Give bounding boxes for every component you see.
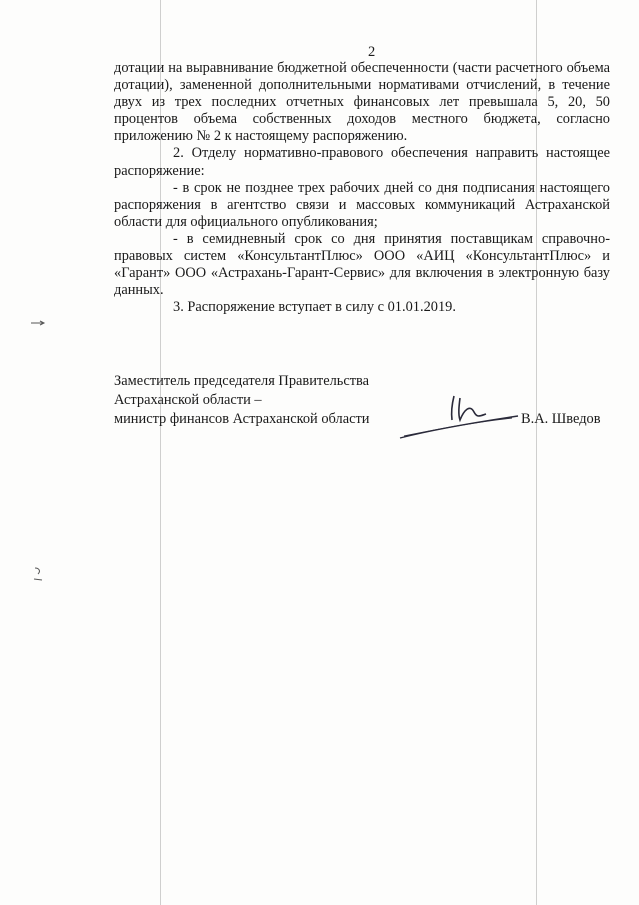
paragraph-3: 3. Распоряжение вступает в силу с 01.01.2019. <box>173 299 456 316</box>
paragraph-2-item-a: - в срок не позднее трех рабочих дней со дня подписания настоящего распоряжения в агентство связи и массовых коммуникаций Астраханской области для официального опубликования; <box>114 179 610 230</box>
position-line: Заместитель председателя Правительства <box>114 373 369 389</box>
paragraph-2: 2. Отделу нормативно-правового обеспечения направить настоящее распоряжение: <box>114 145 610 179</box>
paragraph-2-item-b: - в семидневный срок со дня принятия поставщикам справочно-правовых систем «КонсультантПлюс» ООО «АИЦ «КонсультантПлюс» и «Гарант» ООО «Астрахань-Гарант-Сервис» для включения в электронную базу данных. <box>114 230 610 299</box>
margin-mark <box>30 318 46 328</box>
position-line: Астраханской области – <box>114 392 262 408</box>
handwritten-signature <box>394 392 524 442</box>
margin-mark <box>32 566 44 584</box>
position-line: министр финансов Астраханской области <box>114 411 370 427</box>
page-number: 2 <box>368 44 376 60</box>
document-body <box>114 60 610 316</box>
signatory-position <box>114 372 369 429</box>
signer-name: В.А. Шведов <box>521 411 601 427</box>
paragraph-continuation: дотации на выравнивание бюджетной обеспеченности (части расчетного объема дотации), замененной дополнительными нормативами отчислений, в течение двух из трех последних отчетных финансовых лет превышала 5, 20, 50 процентов объема собственных доходов местного бюджета, согласно приложению № 2 к настоящему распоряжению. <box>114 60 610 145</box>
